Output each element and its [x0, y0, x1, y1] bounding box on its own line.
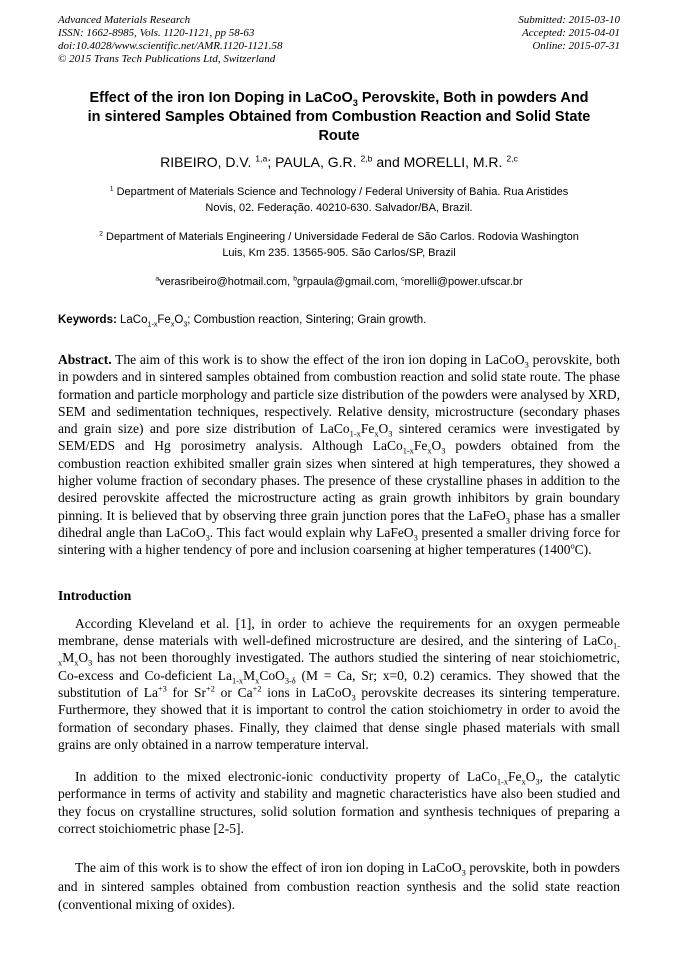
abstract-label: Abstract.	[58, 352, 112, 367]
journal-header-dates	[518, 14, 620, 66]
introduction-paragraph-1: According Kleveland et al. [1], in order to achieve the requirements for an oxygen permeable membrane, dense materials with well-defined microstructure are desired, and the sintering of $LaCo_{1-x}M_xO_3$ has not been thoroughly investigated. The authors studied the sintering of near stoichiometric, Co-excess and Co-deficient $La_{1-x}M_xCoO_{3-\delta}$ (M = Ca, Sr; x=0, 0.2) ceramics. They showed that the substitution of $La^{+3}$ for $Sr^{+2}$ or $Ca^{+2}$ ions in LaCoO$_3$ perovskite decreases its sintering temperature. Furthermore, they showed that it is important to control the cation stoichiometry in order to avoid the formation of secondary phases. Finally, they claimed that dense single phased materials with small grains are only obtained in a narrow temperature interval.	[58, 615, 621, 752]
accepted-date: Accepted: 2015-04-01	[521, 27, 620, 39]
journal-copyright-line: © 2015 Trans Tech Publications Ltd, Switzerland	[58, 53, 276, 65]
authors-line: RIBEIRO, D.V. $^{1,a}$; PAULA, G.R. $^{2,b}$ and MORELLI, M.R. $^{2,c}$	[160, 153, 518, 170]
introduction-heading: Introduction	[58, 587, 132, 603]
paper-title: Effect of the iron Ion Doping in LaCoO$_3$ Perovskite, Both in powders And in sintered Samples Obtained from Combustion Reaction and Solid State Route	[87, 90, 591, 144]
online-date: Online: 2015-07-31	[532, 40, 620, 52]
journal-issn-line: ISSN: 1662-8985, Vols. 1120-1121, pp 58-63	[58, 27, 255, 39]
keywords-line	[58, 312, 620, 328]
journal-header	[58, 14, 620, 66]
submitted-date: Submitted: 2015-03-10	[518, 14, 620, 26]
introduction-paragraph-2: In addition to the mixed electronic-ionic conductivity property of $LaCo_{1-x}Fe_xO_3$, the catalytic performance in terms of activity and stability and magnetic characteristics have also been studied and they focus on crystalline structures, solid solution formation and synthesis techniques of preparing a correct stoichiometric phase [2-5].	[58, 769, 620, 837]
affiliation-1: $^1$ Department of Materials Science and Technology / Federal University of Bahia. Rua Aristides Novis, 02. Federação. 40210-630. Salvador/BA, Brazil.	[109, 185, 569, 214]
author-emails: $^a$verasribeiro@hotmail.com, $^b$grpaula@gmail.com, $^c$morelli@power.ufscar.br	[155, 275, 523, 288]
abstract	[58, 351, 620, 559]
abstract-text: The aim of this work is to show the effect of the iron ion doping in LaCoO$_3$ perovskite, both in powders and in sintered samples obtained from combustion reaction and solid state route. The phase formation and particle morphology and particle size distribution of the powders were analysed by XRD, SEM and sedimentation techniques, respectively. Relative density, microstructure (secondary phases and grain size) and pore size distribution of $LaCo_{1-x}Fe_xO_3$ sintered ceramics were investigated by SEM/EDS and Hg porosimetry analysis. Although $LaCo_{1-x}Fe_xO_3$ powders obtained from the combustion reaction exhibited smaller grain sizes when sintered at high temperatures, they showed a higher volume fraction of secondary phases. The presence of these crystalline phases in addition to the desired perovskite affected the microstructure acting as grain growth inhibitors by grain boundary pinning. It is believed that by observing three grain junction pores that the LaFeO$_3$ phase has a smaller dihedral angle than LaCoO$_3$. This fact would explain why LaFeO$_3$ presented a smaller driving force for sintering with a higher tendency of pore and inclusion coarsening at higher temperatures (1400$^o$C).	[58, 352, 621, 558]
journal-name: Advanced Materials Research	[58, 14, 191, 26]
keywords-text: $LaCo_{1-x}Fe_xO_3$; Combustion reaction, Sintering; Grain growth.	[116, 314, 427, 329]
affiliation-2: $^2$ Department of Materials Engineering / Universidade Federal de São Carlos. Rodovia Washington Luis, Km 235. 13565-905. São Carlos/SP, Brazil	[99, 230, 579, 259]
introduction-paragraph-3: The aim of this work is to show the effect of iron ion doping in LaCoO$_3$ perovskite, both in powders and in sintered samples obtained from combustion reaction synthesis and the solid state reaction (conventional mixing of oxides).	[58, 860, 620, 913]
journal-doi-line: doi:10.4028/www.scientific.net/AMR.1120-1121.58	[58, 40, 283, 52]
keywords-label: Keywords:	[58, 314, 117, 326]
journal-header-left	[58, 14, 283, 66]
